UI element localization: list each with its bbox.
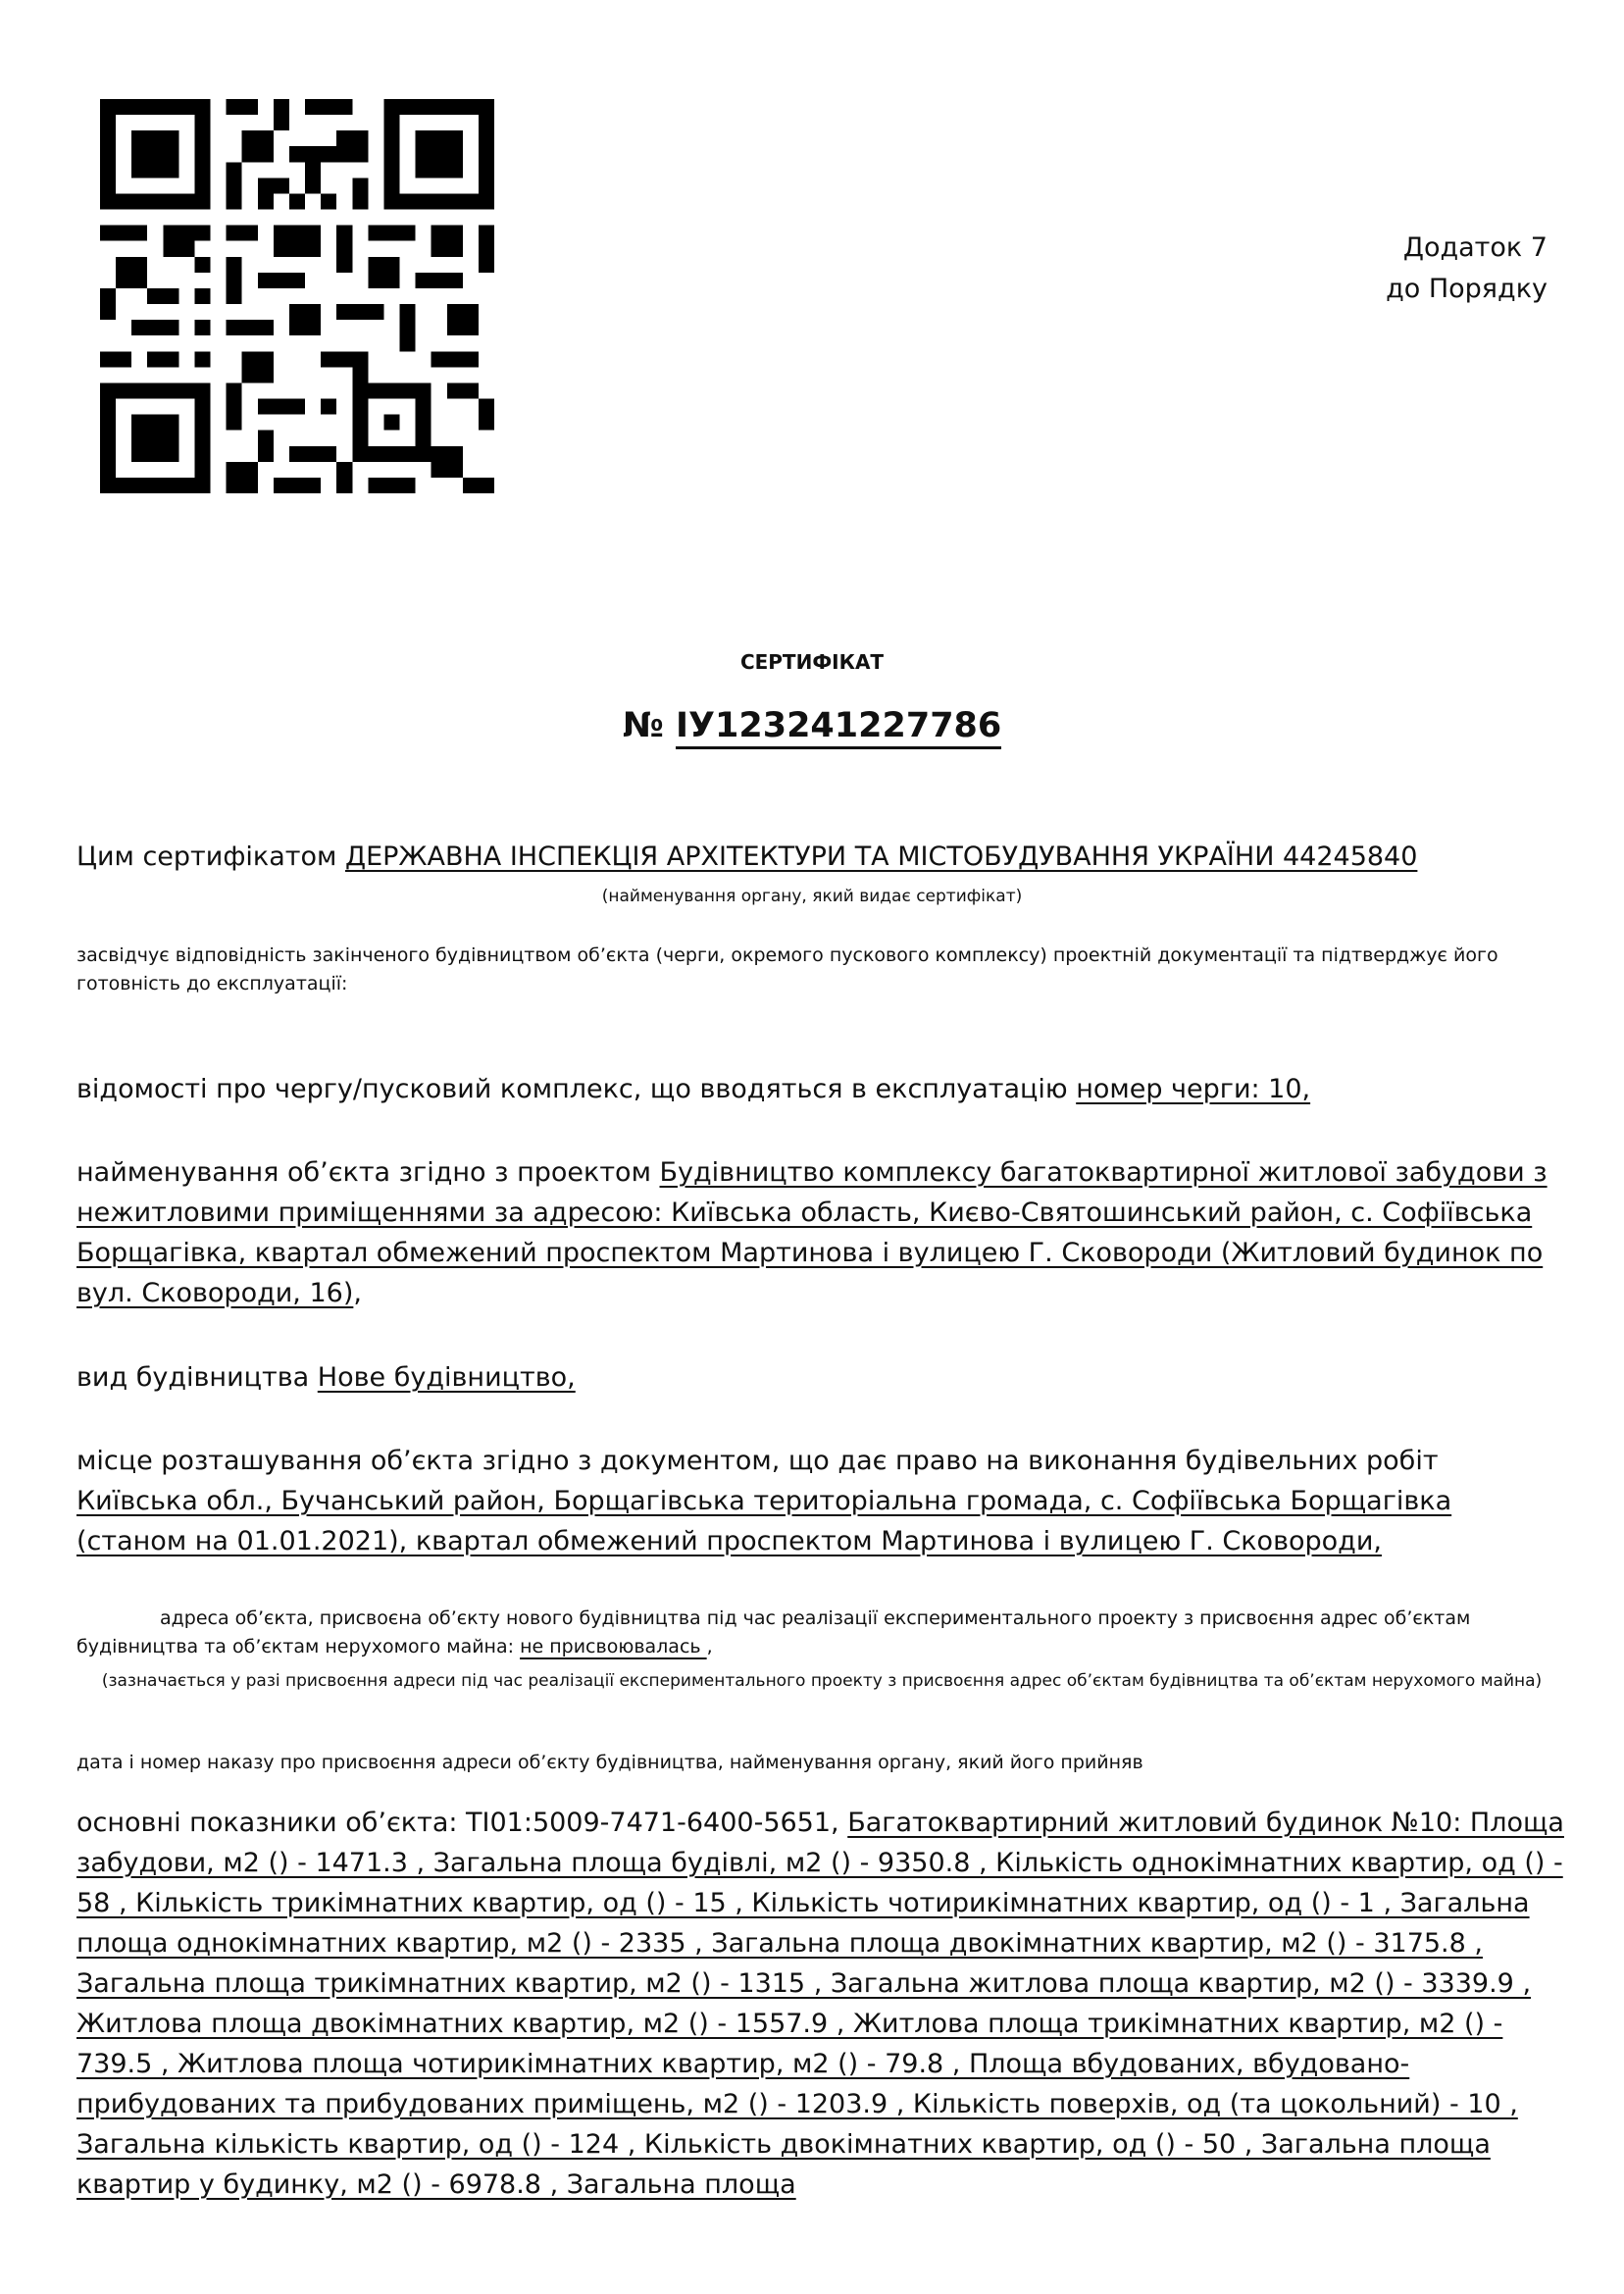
issuer-lead: Цим сертифікатом <box>76 841 345 872</box>
certificate-number <box>0 706 1624 745</box>
indicators <box>76 1803 1567 2205</box>
certifies-text: засвідчує відповідність закінченого будівництвом об’єкта (черги, окремого пускового комплексу) проектній документації та підтверджує його готовність до експлуатації: <box>76 944 1498 994</box>
indicators-label: основні показники об’єкта: ТІ01:5009-7471-6400-5651, <box>76 1808 848 1838</box>
location <box>76 1441 1567 1561</box>
construction-type <box>76 1357 1567 1398</box>
queue-value: номер черги: 10, <box>1076 1074 1311 1104</box>
order-text: дата і номер наказу про присвоєння адреси об’єкту будівництва, найменування органу, який його прийняв <box>76 1752 1143 1773</box>
address-value: не присвоювалась <box>520 1636 707 1657</box>
issuer-caption: (найменування органу, який видає сертифікат) <box>601 887 1023 906</box>
object-name <box>76 1152 1567 1313</box>
object-name-value: Будівництво комплексу багатоквартирної житлової забудови з нежитловими приміщеннями за адресою: Київська область, Києво-Святошинський район, с. Софіївська Борщагівка, квартал обмежений проспектом Мартинова і вулицею Г. Сковороди (Житловий будинок по вул. Сковороди, 16) <box>76 1157 1548 1308</box>
location-label: місце розташування об’єкта згідно з документом, що дає право на виконання будівельних робіт <box>76 1446 1439 1476</box>
address <box>76 1605 1567 1661</box>
address-caption: (зазначається у разі присвоєння адреси під час реалізації експериментального проекту з присвоєння адрес об’єктам будівництва та об’єктам нерухомого майна) <box>101 1671 1543 1691</box>
indicators-value: Багатоквартирний житловий будинок №10: Площа забудови, м2 () - 1471.3 , Загальна площа будівлі, м2 () - 9350.8 , Кількість однокімнатних квартир, од () - 58 , Кількість трикімнатних квартир, од () - 15 , Кількість чотирикімнатних квартир, од () - 1 , Загальна площа однокімнатних квартир, м2 () - 2335 , Загальна площа двокімнатних квартир, м2 () - 3175.8 , Загальна площа трикімнатних квартир, м2 () - 1315 , Загальна житлова площа квартир, м2 () - 3339.9 , Житлова площа двокімнатних квартир, м2 () - 1557.9 , Житлова площа трикімнатних квартир, м2 () - 739.5 , Житлова площа чотирикімнатних квартир, м2 () - 79.8 , Площа вбудованих, вбудовано-прибудованих та прибудованих приміщень, м2 () - 1203.9 , Кількість поверхів, од (та цокольний) - 10 , Загальна кількість квартир, од () - 124 , Кількість двокімнатних квартир, од () - 50 , Загальна площа квартир у будинку, м2 () - 6978.8 , Загальна площа <box>76 1808 1564 2200</box>
queue-label: відомості про чергу/пусковий комплекс, що вводяться в експлуатацію <box>76 1074 1077 1104</box>
number-prefix: № <box>622 706 677 745</box>
issuer-line <box>76 837 1567 877</box>
qr-code <box>100 99 494 493</box>
annex-line2: до Порядку <box>1386 274 1548 304</box>
object-name-label: найменування об’єкта згідно з проектом <box>76 1157 660 1188</box>
annex-label <box>1386 228 1548 310</box>
address-trail: , <box>706 1636 713 1657</box>
construction-type-label: вид будівництва <box>76 1362 318 1393</box>
issuer-name: ДЕРЖАВНА ІНСПЕКЦІЯ АРХІТЕКТУРИ ТА МІСТОБУДУВАННЯ УКРАЇНИ 44245840 <box>344 841 1418 872</box>
construction-type-value: Нове будівництво, <box>317 1362 576 1393</box>
location-value: Київська обл., Бучанський район, Борщагівська територіальна громада, с. Софіївська Борщагівка (станом на 01.01.2021), квартал обмежений проспектом Мартинова і вулицею Г. Сковороди, <box>76 1486 1452 1556</box>
address-label: адреса об’єкта, присвоєна об’єкту нового будівництва під час реалізації експериментального проекту з присвоєння адрес об’єктам будівництва та об’єктам нерухомого майна: <box>76 1607 1471 1657</box>
object-name-trail: , <box>353 1278 362 1308</box>
queue-line <box>76 1069 1567 1109</box>
certificate-title: СЕРТИФІКАТ <box>739 650 885 674</box>
number-value: ІУ123241227786 <box>676 706 1001 749</box>
annex-line1: Додаток 7 <box>1402 232 1548 263</box>
